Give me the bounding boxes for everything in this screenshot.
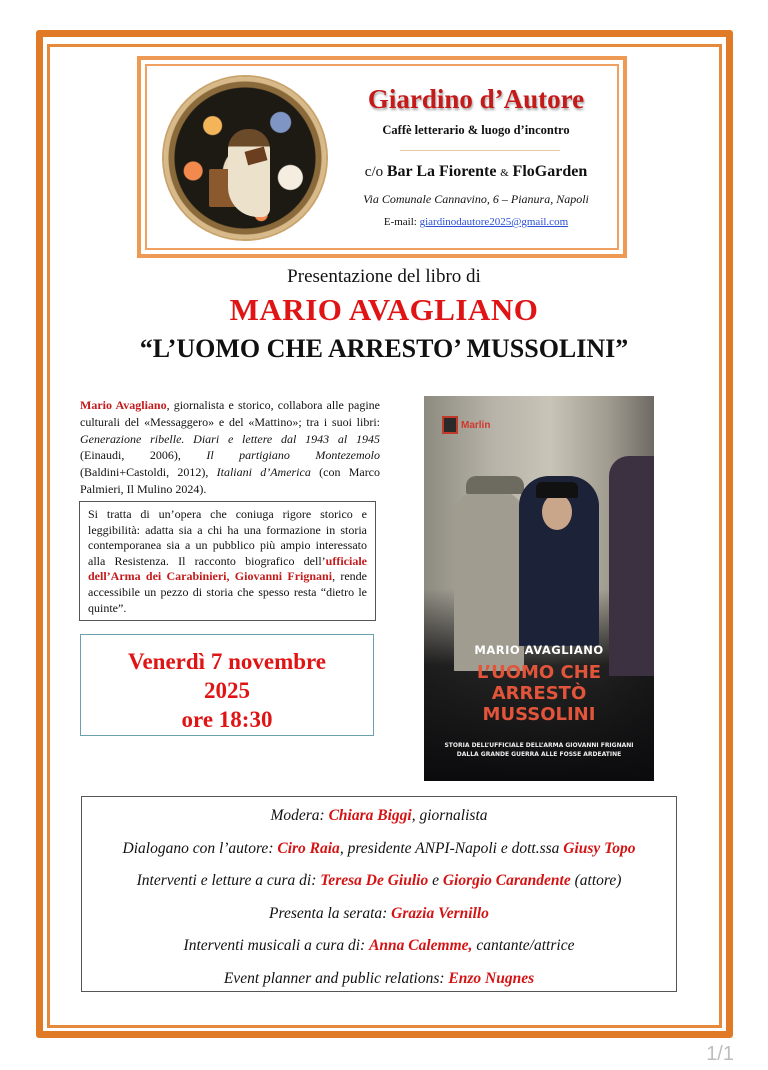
venue-name: Giardino d’Autore: [367, 84, 585, 114]
credit-line: [82, 834, 676, 864]
email-label: E-mail:: [383, 216, 417, 228]
cover-title: [424, 662, 654, 725]
reading-woman-shape: [228, 129, 270, 217]
book-title-heading: “L’UOMO CHE ARRESTO’ MUSSOLINI”: [139, 334, 629, 363]
credit-person: Grazia Vernillo: [391, 904, 489, 922]
presentation-label: Presentazione del libro di: [287, 266, 481, 287]
event-day: Venerdì 7 novembre: [127, 649, 327, 674]
participants-box: [81, 796, 677, 992]
co-place-2: FloGarden: [512, 163, 588, 180]
co-prefix: c/o: [364, 164, 384, 180]
credit-text: e: [428, 872, 443, 889]
credit-person: Enzo Nugnes: [448, 969, 535, 987]
venue-email-line: [346, 216, 606, 228]
credit-text: , giornalista: [411, 807, 488, 824]
credit-role: Presenta la serata:: [269, 904, 392, 922]
cover-title-line: ARRESTÒ: [491, 683, 587, 704]
hat-shape: [536, 482, 578, 498]
description-highlight: ufficiale dell’Arma dei Carabinieri, Giovanni Frignani: [88, 553, 367, 584]
venue-location: [346, 163, 606, 181]
venue-tagline: Caffè letterario & luogo d’incontro: [382, 123, 570, 137]
credit-person: Teresa De Giulio: [320, 872, 429, 889]
book-cover-image: [424, 396, 654, 781]
event-date-box: [80, 634, 374, 736]
credit-role: Dialogano con l’autore:: [122, 839, 278, 857]
description-text: , rende accessibile un pezzo di storia che spesso resta “dietro le quinte”.: [88, 569, 367, 615]
credit-person: Chiara Biggi: [328, 807, 412, 824]
email-link[interactable]: giardinodautore2025@gmail.com: [419, 216, 569, 228]
bio-book-3: Italiani d’America: [216, 465, 311, 480]
co-place-1: Bar La Fiorente: [386, 163, 497, 180]
cover-author: MARIO AVAGLIANO: [474, 643, 604, 657]
credit-person: Ciro Raia: [277, 839, 340, 857]
credit-line: [82, 801, 676, 831]
credit-role: Modera:: [270, 807, 329, 824]
credit-person: Giorgio Carandente: [442, 872, 571, 889]
credit-person: Giusy Topo: [563, 839, 636, 857]
description-text: Si tratta di un’opera che coniuga rigore storico e leggibilità: adatta sia a chi ha una formazione in storia contemporanea sia a un pubblico più ampio interessato alla Resistenza. Il racconto biografico dell’: [88, 507, 367, 568]
credit-role: Interventi musicali a cura di:: [183, 937, 370, 954]
woman-reading-in-garden-icon: [164, 77, 326, 239]
bio-text: (Einaudi, 2006),: [80, 448, 207, 463]
bio-author-name: Mario Avagliano: [80, 398, 167, 412]
cover-title-line: MUSSOLINI: [482, 704, 596, 725]
credit-line: [82, 866, 676, 896]
man-head-shape: [542, 494, 572, 530]
book-description-box: [79, 501, 376, 621]
cover-subtitle-line: DALLA GRANDE GUERRA ALLE FOSSE ARDEATINE: [456, 751, 622, 758]
credit-role: Interventi e letture a cura di:: [136, 872, 321, 889]
credit-person: Anna Calemme,: [369, 937, 473, 954]
officer-cap-shape: [466, 476, 524, 494]
bio-text: , giornalista e storico, collabora alle pagine culturali del «Messaggero» e del «Mattino»; tra i suoi libri:: [80, 398, 380, 429]
cover-subtitle-line: STORIA DELL’UFFICIALE DELL’ARMA GIOVANNI FRIGNANI: [444, 742, 634, 749]
publisher-logo: [442, 416, 490, 434]
credit-text: cantante/attrice: [472, 937, 575, 954]
credit-text: (attore): [570, 872, 622, 889]
credit-line: [82, 931, 676, 961]
author-bio: [80, 397, 380, 498]
bio-text: (Baldini+Castoldi, 2012),: [80, 465, 217, 480]
credit-text: , presidente ANPI-Napoli e dott.ssa: [339, 839, 564, 857]
bio-text: (con Marco Palmieri, Il Mulino 2024).: [80, 465, 381, 496]
bio-book-2: Il partigiano Montezemolo: [206, 448, 380, 463]
author-name-heading: MARIO AVAGLIANO: [229, 292, 539, 327]
credit-line: [82, 964, 676, 994]
header-divider: [400, 150, 560, 151]
page-indicator: 1/1: [706, 1043, 734, 1065]
event-time: ore 18:30: [181, 707, 273, 732]
credit-line: [82, 899, 676, 929]
event-year: 2025: [204, 678, 250, 703]
cover-subtitle: [424, 741, 654, 759]
credit-role: Event planner and public relations:: [223, 969, 449, 987]
marlin-logo-icon: [442, 416, 458, 434]
cover-title-line: L’UOMO CHE: [476, 662, 602, 683]
bio-book-1: Generazione ribelle. Diari e lettere dal 1943 al 1945: [80, 431, 380, 446]
venue-address: Via Comunale Cannavino, 6 – Pianura, Napoli: [363, 192, 589, 206]
publisher-name: Marlin: [461, 419, 491, 431]
co-ampersand: &: [500, 167, 509, 179]
